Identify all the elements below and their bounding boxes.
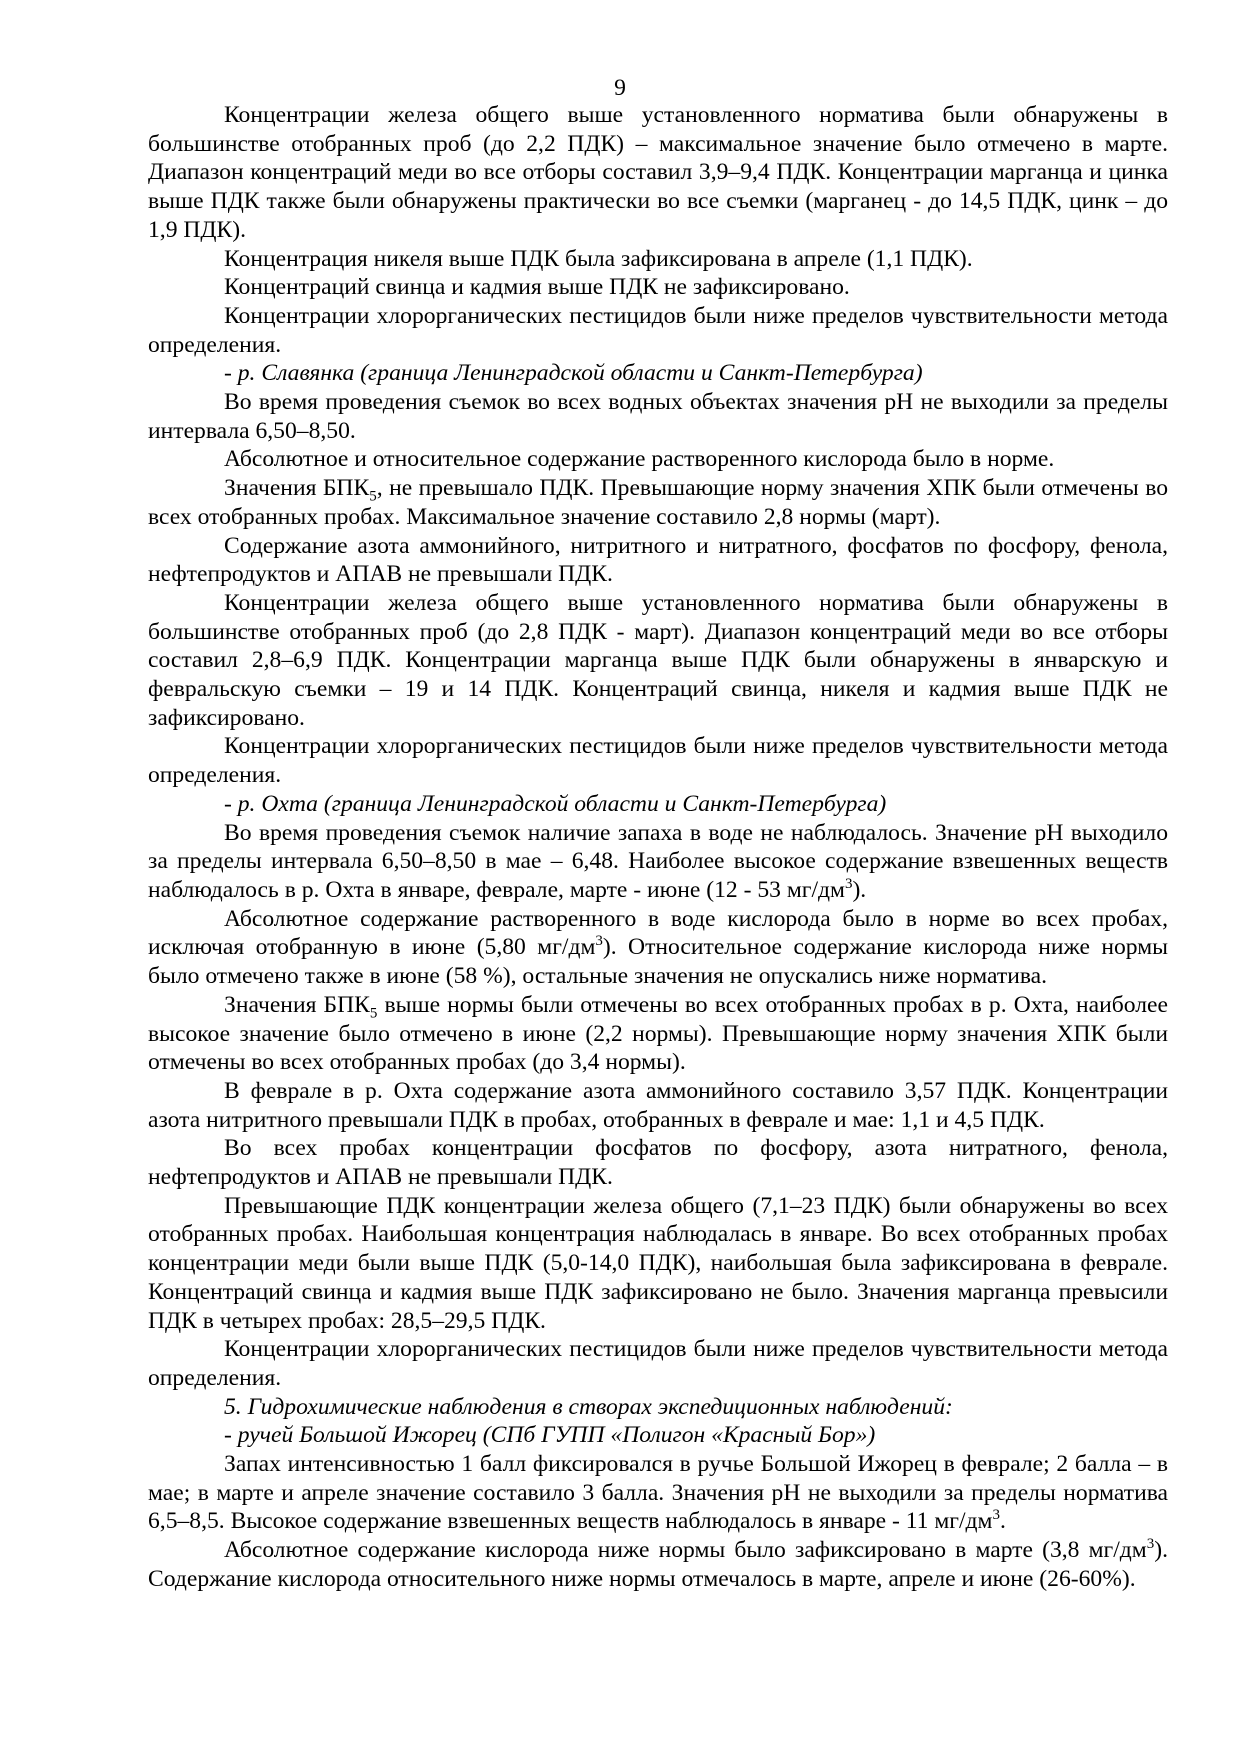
text-run: Превышающие ПДК концентрации железа общего (7,1–23 ПДК) были обнаружены во всех отобранных пробах. Наибольшая концентрация наблюдалась в январе. Во всех отобранных пробах концентрации меди были выше ПДК (5,0-14,0 ПДК), наибольшая была зафиксирована в феврале. Концентраций свинца и кадмия выше ПДК зафиксировано не было. Значения марганца превысили ПДК в четырех пробах: 28,5–29,5 ПДК.: [148, 1192, 1168, 1334]
paragraph: [148, 1192, 1168, 1336]
paragraph: [148, 273, 1168, 302]
text-run: Запах интенсивностью 1 балл фиксировался в ручье Большой Ижорец в феврале; 2 балла – в мае; в марте и апреле значение составило 3 балла. Значения рН не выходили за пределы норматива 6,5–8,5. Высокое содержание взвешенных веществ наблюдалось в январе - 11 мг/дм: [148, 1451, 1168, 1535]
text-run: Содержание азота аммонийного, нитритного и нитратного, фосфатов по фосфору, фенола, нефтепродуктов и АПАВ не превышали ПДК.: [148, 532, 1168, 588]
superscript: 3: [992, 1507, 1000, 1524]
text-run: Концентраций свинца и кадмия выше ПДК не зафиксировано.: [224, 274, 850, 301]
text-run: ). Относительное содержание кислорода ниже нормы было отмечено также в июне (58 %), остальные значения не опускались ниже норматива.: [148, 934, 1168, 990]
paragraph: [148, 1536, 1168, 1593]
paragraph: [148, 445, 1168, 474]
section-heading: [148, 359, 1168, 388]
superscript: 3: [1146, 1536, 1155, 1553]
page-number: 9: [614, 75, 626, 101]
section-heading: [148, 790, 1168, 819]
text-run: .: [999, 1508, 1006, 1535]
text-run: Концентрации хлорорганических пестицидов были ниже пределов чувствительности метода определения.: [148, 302, 1168, 358]
section-heading: [148, 1421, 1168, 1450]
text-run: - р. Охта (граница Ленинградской области и Санкт-Петербурга): [224, 790, 887, 817]
superscript: 3: [595, 933, 603, 950]
text-run: Концентрации хлорорганических пестицидов были ниже пределов чувствительности метода определения.: [148, 733, 1168, 789]
text-run: ). Содержание кислорода относительного ниже нормы отмечалось в марте, апреле и июне (26-60%).: [148, 1537, 1168, 1592]
paragraph: [148, 474, 1168, 531]
paragraph: [148, 532, 1168, 589]
text-run: - ручей Большой Ижорец (СПб ГУПП «Полигон «Красный Бор»): [224, 1422, 876, 1449]
text-run: , не превышало ПДК. Превышающие норму значения ХПК были отмечены во всех отобранных пробах. Максимальное значение составило 2,8 нормы (март).: [148, 475, 1168, 530]
text-run: Абсолютное и относительное содержание растворенного кислорода было в норме.: [224, 446, 1055, 473]
paragraph: [148, 991, 1168, 1077]
text-run: 5. Гидрохимические наблюдения в створах экспедиционных наблюдений:: [224, 1393, 953, 1420]
text-run: - р. Славянка (граница Ленинградской области и Санкт-Петербурга): [224, 360, 923, 387]
paragraph: [148, 1077, 1168, 1134]
text-run: Во время проведения съемок во всех водных объектах значения рН не выходили за пределы интервала 6,50–8,50.: [148, 389, 1168, 444]
paragraph: [148, 732, 1168, 789]
text-run: Абсолютное содержание растворенного в воде кислорода было в норме во всех пробах, исключая отобранную в июне (5,80 мг/дм: [148, 905, 1168, 961]
paragraph: [148, 1335, 1168, 1392]
subscript: 5: [369, 1005, 378, 1022]
text-run: выше нормы были отмечены во всех отобранных пробах в р. Охта, наиболее высокое значение было отмечено в июне (2,2 нормы). Превышающие норму значения ХПК были отмечены во всех отобранных пробах (до 3,4 нормы).: [148, 991, 1168, 1076]
text-run: Концентрации хлорорганических пестицидов были ниже пределов чувствительности метода определения.: [148, 1336, 1168, 1391]
text-run: Концентрации железа общего выше установленного норматива были обнаружены в большинстве отобранных проб (до 2,8 ПДК - март). Диапазон концентраций меди во все отборы составил 2,8–6,9 ПДК. Концентрации марганца выше ПДК были обнаружены в январскую и февральскую съемки – 19 и 14 ПДК. Концентраций свинца, никеля и кадмия выше ПДК не зафиксировано.: [148, 589, 1168, 731]
paragraph: [148, 1450, 1168, 1536]
text-run: Концентрации железа общего выше установленного норматива были обнаружены в большинстве отобранных проб (до 2,2 ПДК) – максимальное значение было отмечено в марте. Диапазон концентраций меди во все отборы составил 3,9–9,4 ПДК. Концентрации марганца и цинка выше ПДК также были обнаружены практически во все съемки (марганец - до 14,5 ПДК, цинк – до 1,9 ПДК).: [148, 102, 1168, 243]
paragraph: [148, 388, 1168, 445]
text-run: Во время проведения съемок наличие запаха в воде не наблюдалось. Значение рН выходило за пределы интервала 6,50–8,50 в мае – 6,48. Наиболее высокое содержание взвешенных веществ наблюдалось в р. Охта в январе, феврале, марте - июне (12 - 53 мг/дм: [148, 819, 1168, 903]
body-text: [148, 101, 1168, 1594]
paragraph: [148, 589, 1168, 733]
text-run: Концентрация никеля выше ПДК была зафиксирована в апреле (1,1 ПДК).: [224, 245, 973, 272]
superscript: 3: [844, 876, 853, 893]
paragraph: [148, 905, 1168, 991]
section-heading: [148, 1393, 1168, 1422]
text-run: Абсолютное содержание кислорода ниже нормы было зафиксировано в марте (3,8 мг/дм: [224, 1537, 1147, 1564]
text-run: Значения БПК: [224, 475, 370, 502]
subscript: 5: [369, 488, 377, 505]
text-run: ).: [852, 876, 867, 903]
text-run: Во всех пробах концентрации фосфатов по фосфору, азота нитратного, фенола, нефтепродуктов и АПАВ не превышали ПДК.: [148, 1135, 1168, 1191]
paragraph: [148, 245, 1168, 274]
text-run: Значения БПК: [224, 991, 370, 1018]
paragraph: [148, 101, 1168, 245]
paragraph: [148, 1134, 1168, 1191]
text-run: В феврале в р. Охта содержание азота аммонийного составило 3,57 ПДК. Концентрации азота нитритного превышали ПДК в пробах, отобранных в феврале и мае: 1,1 и 4,5 ПДК.: [148, 1077, 1168, 1133]
paragraph: [148, 302, 1168, 359]
paragraph: [148, 819, 1168, 905]
